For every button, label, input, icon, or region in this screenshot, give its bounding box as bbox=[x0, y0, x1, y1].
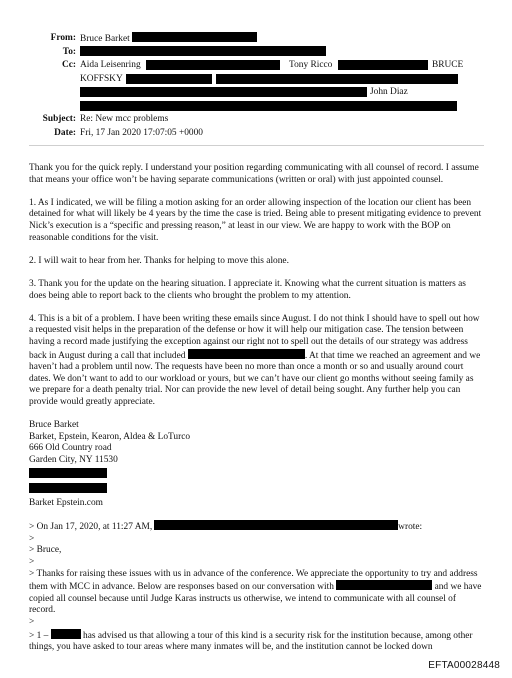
signature-name: Bruce Barket bbox=[29, 420, 79, 431]
paragraph: 3. Thank you for the update on the hearing situation. I appreciate it. Knowing what the current situation is matters as does being able to report back to the clients who brought the problem to my attention. bbox=[29, 278, 466, 301]
subject-value: Re: New mcc problems bbox=[80, 114, 169, 124]
redaction bbox=[132, 32, 257, 42]
to-label: To: bbox=[62, 46, 76, 57]
cc-label: Cc: bbox=[61, 60, 76, 70]
redaction bbox=[80, 101, 457, 111]
signature-firm: Barket, Epstein, Kearon, Aldea & LoTurco bbox=[29, 431, 191, 442]
cc-name: KOFFSKY bbox=[80, 73, 123, 84]
paragraph: Thank you for the quick reply. I understand your position regarding communicating with all counsel of record. I assume that means your office won’t be having separate communications (written or oral) with just appointed counsel. bbox=[29, 163, 479, 185]
quote-line: > Thanks for raising these issues with us in advance of the conference. We appreciate the opportunity to try and address them with MCC in advance. Below are responses based on our conversation with and we have copied all counsel because until Judge Karas instructs us otherwise, we intend to communicate with all counsel of record. bbox=[29, 568, 482, 616]
cc-row-2 bbox=[0, 73, 512, 87]
to-row bbox=[0, 46, 512, 60]
redaction bbox=[188, 349, 305, 359]
paragraph: 2. I will wait to hear from her. Thanks for helping to move this alone. bbox=[29, 255, 289, 266]
signature-block bbox=[29, 420, 484, 509]
email-header bbox=[0, 32, 512, 140]
cc-row-3 bbox=[0, 86, 512, 100]
quote-line: > bbox=[29, 616, 35, 627]
quote-line: > On Jan 17, 2020, at 11:27 AM, wrote: bbox=[29, 522, 423, 533]
quote-line: > bbox=[29, 533, 35, 544]
redaction bbox=[336, 580, 432, 590]
from-label: From: bbox=[50, 33, 76, 43]
cc-name: Tony Ricco bbox=[289, 60, 333, 70]
redaction bbox=[51, 629, 81, 639]
cc-row-4 bbox=[0, 100, 512, 114]
subject-label: Subject: bbox=[42, 114, 76, 124]
cc-name: Aida Leisenring bbox=[80, 60, 141, 70]
cc-name: BRUCE bbox=[432, 60, 464, 70]
quote-line: > 1 – has advised us that allowing a tour of this kind is a security risk for the institution because, among other things, you have asked to tour areas where many inmates will be, and the institution cannot be locked down bbox=[29, 630, 473, 653]
from-row bbox=[0, 32, 512, 46]
signature-short: Barket Epstein.com bbox=[29, 497, 103, 508]
redaction bbox=[146, 60, 280, 70]
redaction bbox=[126, 74, 212, 84]
quote-line: > Bruce, bbox=[29, 545, 62, 556]
redaction bbox=[29, 483, 484, 497]
email-body bbox=[29, 163, 484, 654]
date-label: Date: bbox=[54, 127, 76, 138]
redaction bbox=[80, 87, 367, 97]
quote-line: > bbox=[29, 557, 35, 567]
paragraph-text: 4. This is a bit of a problem. I have been writing these emails since August. I do not think I should have to spell out how a requested visit helps in the preparation of the defense or how it will help our mitigation case. The tension between having a record made justifying the exception against our right not to spell out the details of our strategy was address back in August during a call that included bbox=[29, 313, 480, 361]
bates-number: EFTA00028448 bbox=[428, 660, 500, 671]
date-row bbox=[0, 127, 512, 141]
header-divider bbox=[29, 145, 484, 146]
paragraph: 1. As I indicated, we will be filing a motion asking for an order allowing inspection of the location our client has been detained for what will likely be 4 years by the time the case is tried. Being able to present mitigating evidence to prevent Nick’s execution is a “specific and pressing reason,” at least in our view. We are happy to work with the BOP on reasonable conditions for the visit. bbox=[29, 197, 482, 243]
cc-name: John Diaz bbox=[370, 87, 408, 97]
cc-row bbox=[0, 59, 512, 73]
paragraph-text: . At that time we reached an agreement and we haven’t had a problem until now. The requests have been no more than once a month or so and usually around court dates. We don’t want to add to our workload or yours, but we can’t have our client go months without seeing family as we prepare for a death penalty trial. Nor can provide the new level of detail being sought. Any further help you can provide would greatly appreciate. bbox=[29, 350, 481, 407]
redaction bbox=[154, 520, 398, 530]
redaction bbox=[29, 468, 484, 482]
subject-row bbox=[0, 113, 512, 127]
date-value: Fri, 17 Jan 2020 17:07:05 +0000 bbox=[80, 127, 203, 138]
signature-address: Garden City, NY 11530 bbox=[29, 454, 118, 465]
from-value: Bruce Barket bbox=[80, 34, 130, 44]
paragraph bbox=[29, 314, 484, 409]
quoted-message bbox=[29, 520, 484, 654]
redaction bbox=[216, 74, 458, 84]
redaction bbox=[338, 60, 428, 70]
signature-address: 666 Old Country road bbox=[29, 443, 112, 454]
redaction bbox=[80, 46, 326, 56]
